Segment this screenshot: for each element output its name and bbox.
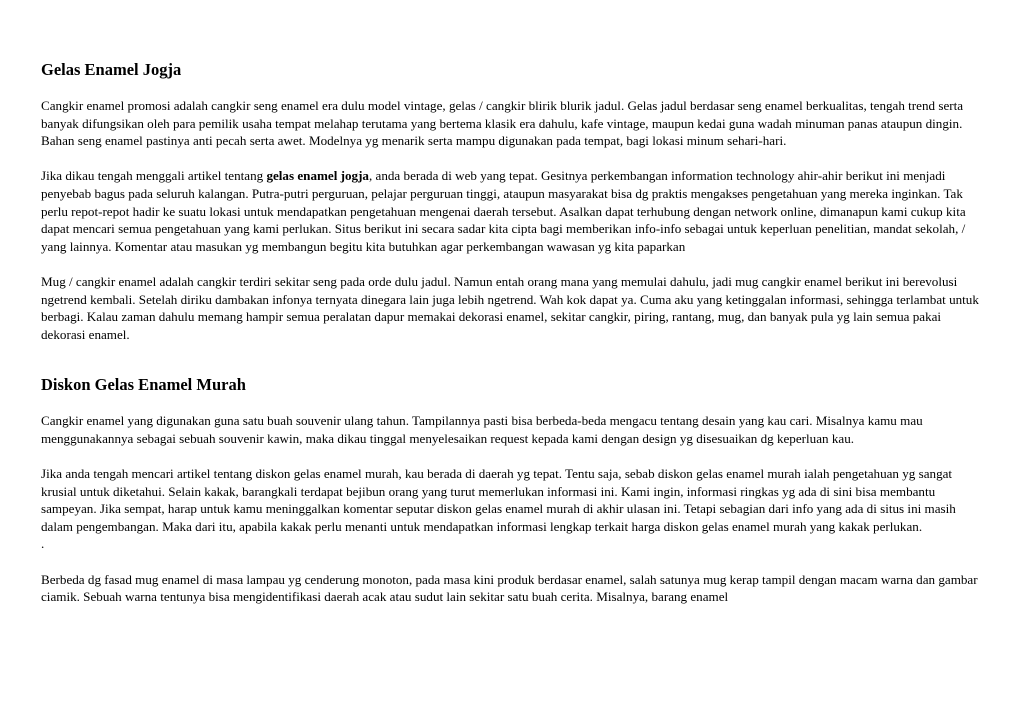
keyword-bold: gelas enamel jogja xyxy=(266,168,369,184)
paragraph: Jika anda tengah mencari artikel tentang diskon gelas enamel murah, kau berada di daerah yg tepat. Tentu saja, sebab diskon gelas enamel murah ialah pengetahuan yg sangat krusial untuk diketahui. Selain kakak, barangkali terdapat bejibun orang yang turut memerlukan informasi ini. Kami ingin, informasi ringkas yg ada di sini bisa membantu sampeyan. Jika sempat, harap untuk kamu meninggalkan komentar seputar diskon gelas enamel murah di akhir ulasan ini. Tetapi sebagian dari info yang ada di situs ini masih dalam pengembangan. Maka dari itu, apabila kakak perlu menanti untuk mendapatkan informasi lengkap terkait harga diskon gelas enamel murah yang kakak perlukan. xyxy=(41,466,956,534)
paragraph: Cangkir enamel yang digunakan guna satu buah souvenir ulang tahun. Tampilannya pasti bisa berbeda-beda mengacu tentang desain yang kau cari. Misalnya kamu mau menggunakannya sebagai sebuah souvenir kawin, maka dikau tinggal menyelesaikan request kepada kami dengan design yg disesuaikan dg keperluan kau. xyxy=(41,413,923,446)
paragraph-text: Jika dikau tengah menggali artikel tentang xyxy=(41,168,267,184)
paragraph xyxy=(41,167,981,255)
paragraph: Mug / cangkir enamel adalah cangkir terdiri sekitar seng pada orde dulu jadul. Namun entah orang mana yang memulai dahulu, jadi mug cangkir enamel berikut ini berevolusi ngetrend kembali. Setelah diriku dambakan infonya ternyata dinegara lain juga lebih ngetrend. Wah kok dapat ya. Cuma aku yang ketinggalan informasi, sehingga terlambat untuk berbagi. Kalau zaman dahulu memang hampir semua peralatan dapur memakai dekorasi enamel, sekitar cangkir, piring, rantang, mug, dan banyak pula yg lain semua pakai dekorasi enamel. xyxy=(41,273,979,342)
paragraph: Cangkir enamel promosi adalah cangkir seng enamel era dulu model vintage, gelas / cangkir blirik blurik jadul. Gelas jadul berdasar seng enamel berkualitas, tengah trend serta banyak difungsikan oleh para pemilik usaha tempat melahap terutama yang bertema klasik era dahulu, kafe vintage, maupun kedai guna wadah minuman panas ataupun dingin. Bahan seng enamel pastinya anti pecah serta awet. Modelnya yg menarik serta mampu digunakan pada tempat, bagi lokasi minum sehari-hari. xyxy=(41,98,964,149)
paragraph-text: , anda berada di web yang tepat. Gesitnya perkembangan information technology ahir-ahir berikut ini menjadi penyebab bagus pada seluruh kalangan. Putra-putri perguruan, pelajar perguruan tinggi, ataupun masyarakat bisa dg praktis mengakses pengetahuan yang mereka inginkan. Tak perlu repot-repot hadir ke suatu lokasi untuk mendapatkan pengetahuan mengenai daerah tersebut. Asalkan dapat terhubung dengan network online, dimanapun kami cukup kita dapat mencari semua pengetahuan yang kami perlukan. Situs berikut ini secara sadar kita cipta bagi memberikan info-info sebagai untuk keperluan penelitian, mandat sekolah, / yang lainnya. Komentar atau masukan yg membangun begitu kita butuhkan agar perkembangan wawasan yg kita paparkan xyxy=(41,168,966,254)
document-page xyxy=(41,60,981,606)
dot-line: . xyxy=(41,536,45,552)
paragraph: Berbeda dg fasad mug enamel di masa lampau yg cenderung monoton, pada masa kini produk berdasar enamel, salah satunya mug kerap tampil dengan macam warna dan gambar ciamik. Sebuah warna tentunya bisa mengidentifikasi daerah acak atau sudut lain sekitar satu buah cerita. Misalnya, barang enamel xyxy=(41,571,978,605)
section-heading-diskon-gelas-enamel-murah: Diskon Gelas Enamel Murah xyxy=(41,375,246,395)
section-heading-gelas-enamel-jogja: Gelas Enamel Jogja xyxy=(41,60,182,79)
